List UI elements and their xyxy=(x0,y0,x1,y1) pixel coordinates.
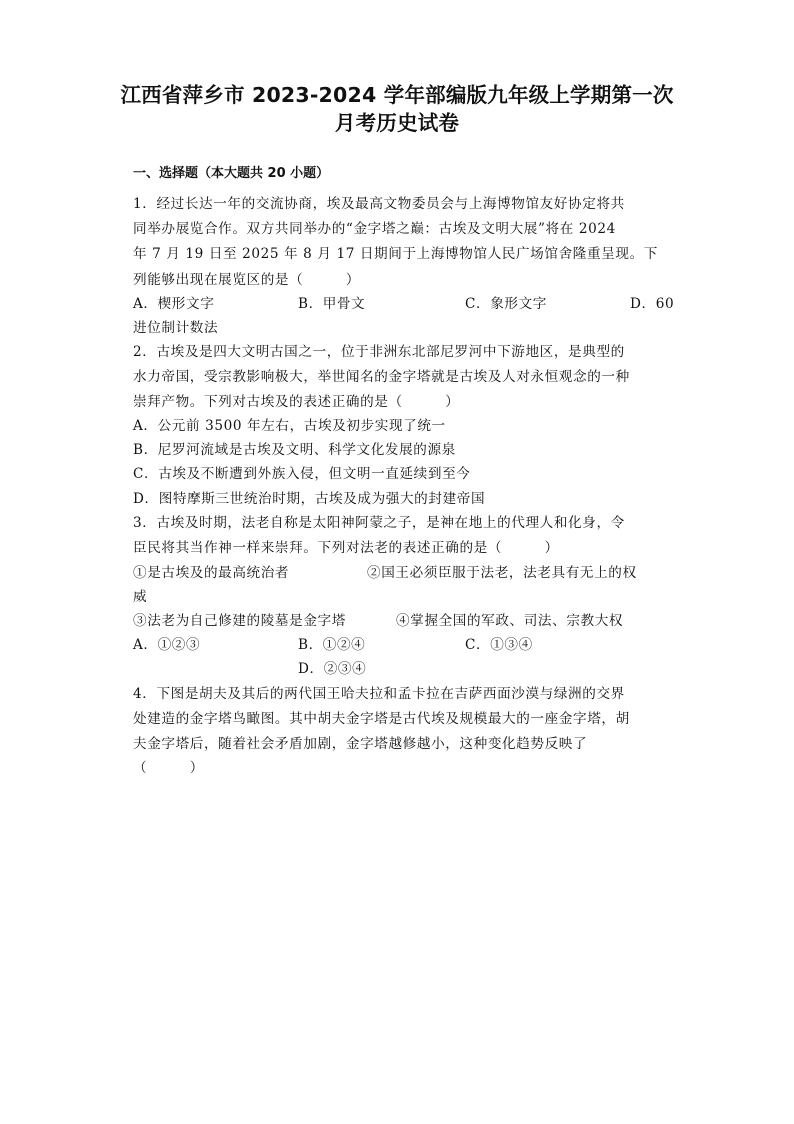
q3-line-2: 臣民将其当作神一样来崇拜。下列对法老的表述正确的是（ ） xyxy=(133,540,559,556)
q2-option-a: A．公元前 3500 年左右，古埃及初步实现了统一 xyxy=(133,418,446,434)
q4-line-2: 处建造的金字塔鸟瞰图。其中胡夫金字塔是古代埃及规模最大的一座金字塔，胡 xyxy=(133,711,630,727)
q1-option-b: B．甲骨文 xyxy=(298,296,366,312)
q3-statement-2-continuation: 威 xyxy=(133,589,148,605)
q3-statement-1: ①是古埃及的最高统治者 xyxy=(133,565,290,581)
q1-line-3: 年 7 月 19 日至 2025 年 8 月 17 日期间于上海博物馆人民广场馆舍隆重呈现。下 xyxy=(133,246,658,262)
q2-option-b: B．尼罗河流域是古埃及文明、科学文化发展的源泉 xyxy=(133,442,456,458)
exam-title-line-2: 月考历史试卷 xyxy=(334,111,460,135)
q3-option-c: C．①③④ xyxy=(465,637,533,653)
q4-line-4: （ ） xyxy=(133,760,204,776)
q1-line-2: 同举办展览合作。双方共同举办的“金字塔之巅：古埃及文明大展”将在 2024 xyxy=(133,221,616,237)
q1-option-a: A．楔形文字 xyxy=(133,296,215,312)
q3-statement-4: ④掌握全国的军政、司法、宗教大权 xyxy=(396,613,624,629)
q2-line-2: 水力帝国，受宗教影响极大，举世闻名的金字塔就是古埃及人对永恒观念的一种 xyxy=(133,369,630,385)
q4-line-3: 夫金字塔后，随着社会矛盾加剧，金字塔越修越小，这种变化趋势反映了 xyxy=(133,736,588,752)
q2-option-c: C．古埃及不断遭到外族入侵，但文明一直延续到至今 xyxy=(133,466,471,482)
q3-line-1: 3．古埃及时期，法老自称是太阳神阿蒙之子，是神在地上的代理人和化身，令 xyxy=(133,515,625,531)
q1-option-c: C．象形文字 xyxy=(465,296,547,312)
q1-option-d: D．60 xyxy=(630,296,675,312)
q1-line-4: 列能够出现在展览区的是（ ） xyxy=(133,272,361,288)
q3-option-a: A．①②③ xyxy=(133,637,201,653)
section-heading: 一、选择题（本大题共 20 小题） xyxy=(133,166,330,181)
q4-line-1: 4．下图是胡夫及其后的两代国王哈夫拉和孟卡拉在吉萨西面沙漠与绿洲的交界 xyxy=(133,686,625,702)
q1-line-1: 1．经过长达一年的交流协商，埃及最高文物委员会与上海博物馆友好协定将共 xyxy=(133,196,625,212)
q3-statement-2: ②国王必须臣服于法老，法老具有无上的权 xyxy=(367,565,637,581)
q2-line-1: 2．古埃及是四大文明古国之一，位于非洲东北部尼罗河中下游地区，是典型的 xyxy=(133,344,625,360)
q2-line-3: 崇拜产物。下列对古埃及的表述正确的是（ ） xyxy=(133,394,460,410)
q2-option-d: D．图特摩斯三世统治时期，古埃及成为强大的封建帝国 xyxy=(133,491,486,507)
q1-option-d-continuation: 进位制计数法 xyxy=(133,320,219,336)
q3-option-d: D．②③④ xyxy=(298,661,367,677)
q3-statement-3: ③法老为自己修建的陵墓是金字塔 xyxy=(133,613,346,629)
q3-option-b: B．①②④ xyxy=(298,637,366,653)
exam-title-line-1: 江西省萍乡市 2023-2024 学年部编版九年级上学期第一次 xyxy=(120,83,674,107)
